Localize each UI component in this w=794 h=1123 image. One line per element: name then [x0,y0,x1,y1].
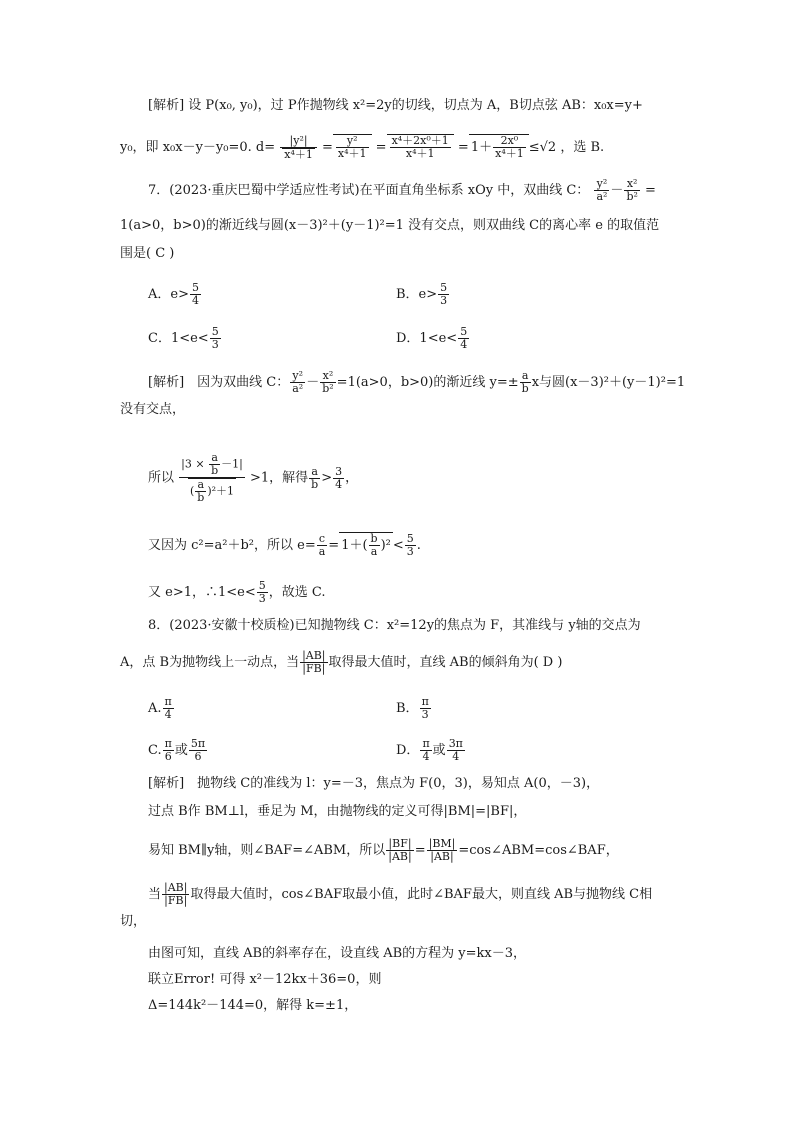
q7-stem-1: 7．(2023·重庆巴蜀中学适应性考试)在平面直角坐标系 xOy 中，双曲线 C： $\frac{\text{y²}}{\text{a²}}$ － $\frac{\text{x²}}{\text{b²}}$ = [148,177,656,203]
q8-analysis-6: 由图可知，直线 AB的斜率存在，设直线 AB的方程为 y=kx－3， [148,946,526,961]
analysis-label: [解析] [148,98,185,113]
q7-option-d: D．1<e< $\frac{5}{4}$ [396,325,468,351]
q6-text-2a: y₀，即 x₀x－y－y₀=0. d= [120,140,276,155]
q7-stem-1-end: = [645,183,656,198]
q7-analysis-1: [解析] 因为双曲线 C： $\frac{\text{y²}}{\text{a²}}$ － $\frac{\text{x²}}{\text{b²}}$ =1(a>0，b>0)的渐近线 y=± $\frac{a}{b}$ x与圆(x－3)²＋(y－1)²=1 [148,369,686,395]
q6-line-1 [148,96,643,116]
q8-analysis-5: 切， [120,914,147,929]
q7-option-c: C．1<e< $\frac{5}{3}$ [148,325,219,351]
q7-stem-3: 围是( C ) [120,246,175,261]
q8-analysis-8: Δ=144k²－144=0，解得 k=±1， [148,998,358,1013]
q8-option-a: A. $\frac{\pi}{4}$ [148,695,172,721]
q8-analysis-2: 过点 B作 BM⊥l，垂足为 M，由抛物线的定义可得|BM|=|BF|， [148,804,527,819]
q8-analysis-4: 当 $\frac{|AB|}{|FB|}$ 取得最大值时，cos∠BAF取最小值，此时∠BAF最大，则直线 AB与抛物线 C相 [148,881,653,907]
q7-option-a: A．e> $\frac{5}{4}$ [148,281,199,307]
q7-stem-1-text: 7．(2023·重庆巴蜀中学适应性考试)在平面直角坐标系 xOy 中，双曲线 C： [148,183,590,198]
q8-analysis-7: 联立Error! 可得 x²－12kx＋36=0，则 [148,972,382,987]
q8-stem-2: A，点 B为抛物线上一动点，当 $\frac{|AB|}{|FB|}$ 取得最大值时，直线 AB的倾斜角为( D ) [120,649,563,675]
q6-text-2b: ，选 B. [560,140,605,155]
q6-line-2: y₀，即 x₀x－y－y₀=0. d= $\frac{\text{|y²|}}{\text{x⁴＋1}}$ = $\frac{\text{y²}}{\text{x⁴＋1}}$ = $\frac{\text{x⁴＋2x⁰＋1}}{\text{x⁴＋1}}$ = 1＋ $\frac{\text{2x⁰}}{\text{x⁴＋1}}$ ≤√2 ，选 B. [120,133,605,161]
q6-text-1: 设 P(x₀, y₀)，过 P作抛物线 x²=2y的切线，切点为 A，B切点弦 AB：x₀x=y+ [188,98,643,113]
q8-stem-1: 8．(2023·安徽十校质检)已知抛物线 C：x²=12y的焦点为 F，其准线与 y轴的交点为 [148,618,641,633]
q8-option-c: C. $\frac{\pi}{6}$ 或 $\frac{5\pi}{6}$ [148,737,206,763]
q8-analysis-3: 易知 BM∥y轴，则∠BAF=∠ABM，所以 $\frac{|BF|}{|AB|}$ = $\frac{|BM|}{|AB|}$ =cos∠ABM=cos∠BAF， [148,837,619,863]
q7-analysis-3: 所以 |3 × $\frac{a}{b}$ －1| ( $\frac{a}{b}$ )²＋1 >1，解得 $\frac{a}{b}$ > $\frac{3}{4}$ ， [148,451,359,504]
q7-analysis-4: 又因为 c²=a²＋b²，所以 e= $\frac{c}{a}$ = 1＋( $\frac{b}{a}$ )² < $\frac{5}{3}$ . [148,532,421,558]
q8-option-d: D． $\frac{\pi}{4}$ 或 $\frac{3\pi}{4}$ [396,737,463,763]
q7-stem-2: 1(a>0，b>0)的渐近线与圆(x－3)²＋(y－1)²=1 没有交点，则双曲线 C的离心率 e 的取值范 [120,218,660,233]
q7-option-b: B．e> $\frac{5}{3}$ [396,281,448,307]
q7-analysis-2: 没有交点， [120,402,186,417]
q8-analysis-1: [解析] 抛物线 C的准线为 l：y=－3，焦点为 F(0，3)，易知点 A(0，－3)， [148,776,600,791]
q8-option-b: B． $\frac{\pi}{3}$ [396,695,429,721]
q7-analysis-5: 又 e>1，∴1<e< $\frac{5}{3}$ ，故选 C. [148,579,326,605]
